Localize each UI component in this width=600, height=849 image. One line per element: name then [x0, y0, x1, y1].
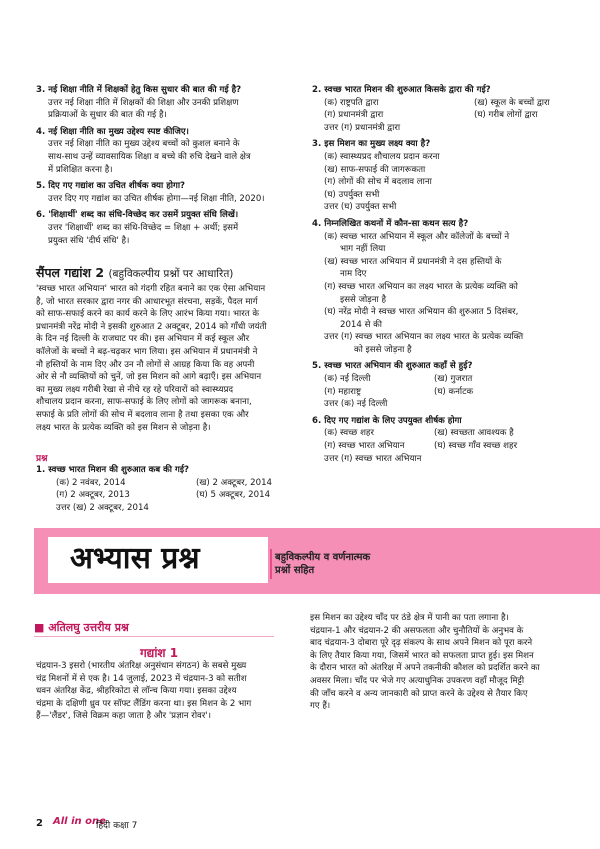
band-subtitle: बहुविकल्पीय व वर्णनात्मक प्रश्नों सहित — [275, 552, 371, 576]
prashn-label: प्रश्न — [36, 454, 48, 464]
answer-line: में प्रशिक्षित करना है। — [48, 164, 113, 175]
answer-line: प्रयुक्त संधि 'दीर्घ संधि' है। — [48, 235, 130, 246]
band-divider — [270, 549, 272, 579]
book-title: हिंदी कक्षा 7 — [96, 821, 138, 831]
sample-question-1: 1. स्वच्छ भारत मिशन की शुरुआत कब की गई? (क) 2 नवंबर, 2014 (ख) 2 अक्टूबर, 2014 (ग) 2 अक्टूबर, 2013 (घ) 5 अक्टूबर, 2014 उत्तर (ख) 2 अक्टूबर, 2014 — [36, 465, 273, 513]
section-heading: ■ अतिलघु उत्तरीय प्रश्न — [34, 621, 129, 634]
gadyansh-left-text: चंद्रयान-3 इसरो (भारतीय अंतरिक्ष अनुसंधान संगठन) के सबसे मुख्य चंद्र मिशनों में से एक है। 14 जुलाई, 2023 में चंद्रयान-3 को सतीश धवन अंतरिक्ष केंद्र, श्रीहरिकोटा से लॉन्च किया गया। इसका उद्देश्य चंद्रमा के दक्षिणी ध्रुव पर सॉफ्ट लैंडिंग करना था। इस मिशन के 2 भाग हैं—'लैंडर', जिसे विक्रम कहा जाता है और 'प्रज्ञान रोवर'। — [36, 661, 252, 722]
question-5: 5. स्वच्छ भारत अभियान की शुरुआत कहाँ से हुई? — [312, 361, 473, 372]
answer-line: उत्तर नई शिक्षा नीति का मुख्य उद्देश्य बच्चों को कुशल बनाने के — [48, 139, 240, 150]
question-4: 4. निम्नलिखित कथनों में कौन-सा कथन सत्य है? — [312, 218, 469, 229]
question-2: 2. स्वच्छ भारत मिशन की शुरुआत किसके द्वारा की गई? — [312, 85, 491, 95]
question-3: 3. नई शिक्षा नीति में शिक्षकों हेतु किस सुधार की बात की गई है? — [36, 85, 242, 95]
sample-heading: सैंपल गद्यांश 2 (बहुविकल्पीय प्रश्नों पर आधारित) — [36, 265, 234, 280]
question-6: 6. दिए गए गद्यांश के लिए उपयुक्त शीर्षक होगा — [312, 415, 462, 426]
answer-line: उत्तर 'शिक्षार्थी' शब्द का संधि-विच्छेद = शिक्षा + अर्थी; इसमें — [48, 222, 239, 233]
answer-line: प्रक्रियाओं के सुधार की बात की गई है। — [48, 110, 167, 121]
question-5: 5. दिए गए गद्यांश का उचित शीर्षक क्या होगा? — [36, 181, 186, 192]
gadyansh-right-text: इस मिशन का उद्देश्य चाँद पर ठंडे क्षेत्र में पानी का पता लगाना है। चंद्रयान-1 और चंद्रयान-2 की असफलता और चुनौतियों के अनुभव के बाद चंद्रयान-3 दोबारा पूरे दृढ़ संकल्प के साथ अपने मिशन को पूरा करने के लिए तैयार किया गया, जिसमें भारत को सफलता प्राप्त हुई। इस मिशन के दौरान भारत को अंतरिक्ष में अपने तकनीकी कौशल को प्रदर्शित करने का अवसर मिला। चाँद पर भेजे गए अत्याधुनिक उपकरण वहाँ मौजूद मिट्टी की जाँच करने व अन्य जानकारी को प्राप्त करने के उद्देश्य से तैयार किए गए हैं। — [310, 613, 540, 712]
question-6: 6. 'शिक्षार्थी' शब्द का संधि-विच्छेद कर उसमें प्रयुक्त संधि लिखें। — [36, 210, 239, 221]
answer-line: उत्तर नई शिक्षा नीति में शिक्षकों की शिक्षा और उनकी प्रशिक्षण — [48, 97, 239, 108]
right-top-questions: 2. स्वच्छ भारत मिशन की शुरुआत किसके द्वारा की गई? (क) राष्ट्रपति द्वारा (ख) स्कूल के बच्चों द्वारा (ग) प्रधानमंत्री द्वारा (घ) गरीब लोगों द्वारा उत्तर (ग) प्रधानमंत्री द्वारा 3. इस मिशन का मुख्य लक्ष्य क्या है? (क) स्वास्थ्यप्रद शौचालय प्रदान करना (ख) साफ-सफाई की जागरूकता (ग) लोगों की सोच में बदलाव लाना (घ) उपर्युक्त सभी उत्तर (घ) उपर्युक्त सभी 4. निम्नलिखित कथनों में कौन-सा कथन सत्य है? (क) स्वच्छ भारत अभियान में स्कूल और कॉलेजों के बच्चों ने भाग नहीं लिया (ख) स्वच्छ भारत अभियान में प्रधानमंत्री ने दस हस्तियों के नाम दिए (ग) स्वच्छ भारत अभियान का लक्ष्य भारत के प्रत्येक व्यक्ति को इससे जोड़ना है (घ) नरेंद्र मोदी ने स्वच्छ भारत अभियान की शुरुआत 5 दिसंबर, 2014 से की उत्तर (ग) स्वच्छ भारत अभियान का लक्ष्य भारत के प्रत्येक व्यक्ति को इससे जोड़ना है 5. स्वच्छ भारत अभियान की शुरुआत कहाँ से हुई? (क) नई दिल्ली (ख) गुजरात (ग) महाराष्ट्र (घ) कर्नाटक उत्तर (क) नई दिल्ली 6. दिए गए गद्यांश के लिए उपयुक्त शीर्षक होगा (क) स्वच्छ शहर (ख) स्वच्छता आवश्यक है (ग) स्वच्छ भारत अभियान (घ) स्वच्छ गाँव स्वच्छ शहर उत्तर (ग) स्वच्छ भारत अभियान — [312, 85, 550, 464]
question-4: 4. नई शिक्षा नीति का मुख्य उद्देश्य स्पष्ट कीजिए। — [36, 126, 189, 137]
band-title: अभ्यास प्रश्न — [70, 541, 200, 576]
brand-logo: All in one — [53, 816, 106, 827]
left-top-questions — [36, 84, 265, 247]
question-3: 3. इस मिशन का मुख्य लक्ष्य क्या है? — [312, 139, 431, 150]
page-number: 2 — [36, 818, 43, 829]
section-underline — [34, 636, 274, 637]
answer-line: साथ-साथ उन्हें व्यावसायिक शिक्षा व बच्चे की रुचि देखने वाले क्षेत्र — [48, 151, 251, 162]
answer-line: उत्तर दिए गए गद्यांश का उचित शीर्षक होगा—नई शिक्षा नीति, 2020। — [48, 193, 265, 204]
gadyansh-heading: गद्यांश 1 — [140, 646, 179, 660]
sample-paragraph: 'स्वच्छ भारत अभियान' भारत को गंदगी रहित बनाने का एक ऐसा अभियान है, जो भारत सरकार द्वारा नगर की आधारभूत संरचना, सड़कें, पैदल मार्ग को साफ-सफाई करने का कार्य करने के लिए आरंभ किया गया। भारत के प्रधानमंत्री नरेंद्र मोदी ने इसकी शुरुआत 2 अक्टूबर, 2014 को गाँधी जयंती के दिन नई दिल्ली के राजघाट पर की। इस अभियान में कई स्कूल और कॉलेजों के बच्चों ने बढ़-चढ़कर भाग लिया। इस अभियान में प्रधानमंत्री ने नौ हस्तियों के नाम दिए और उन नौ लोगों से आग्रह किया कि वह अपनी ओर से नौ व्यक्तियों को चुनें, जो इस मिशन को आगे बढ़ाएँ। इस अभियान का मुख्य लक्ष्य गरीबी रेखा से नीचे रह रहे परिवारों को स्वास्थ्यप्रद शौचालय प्रदान करना, साफ-सफाई के लिए लोगों को जागरूक बनाना, सफाई के प्रति लोगों की सोच में बदलाव लाना है तथा इसका एक और लक्ष्य भारत के प्रत्येक व्यक्ति को इस मिशन से जोड़ना है। — [36, 284, 267, 433]
